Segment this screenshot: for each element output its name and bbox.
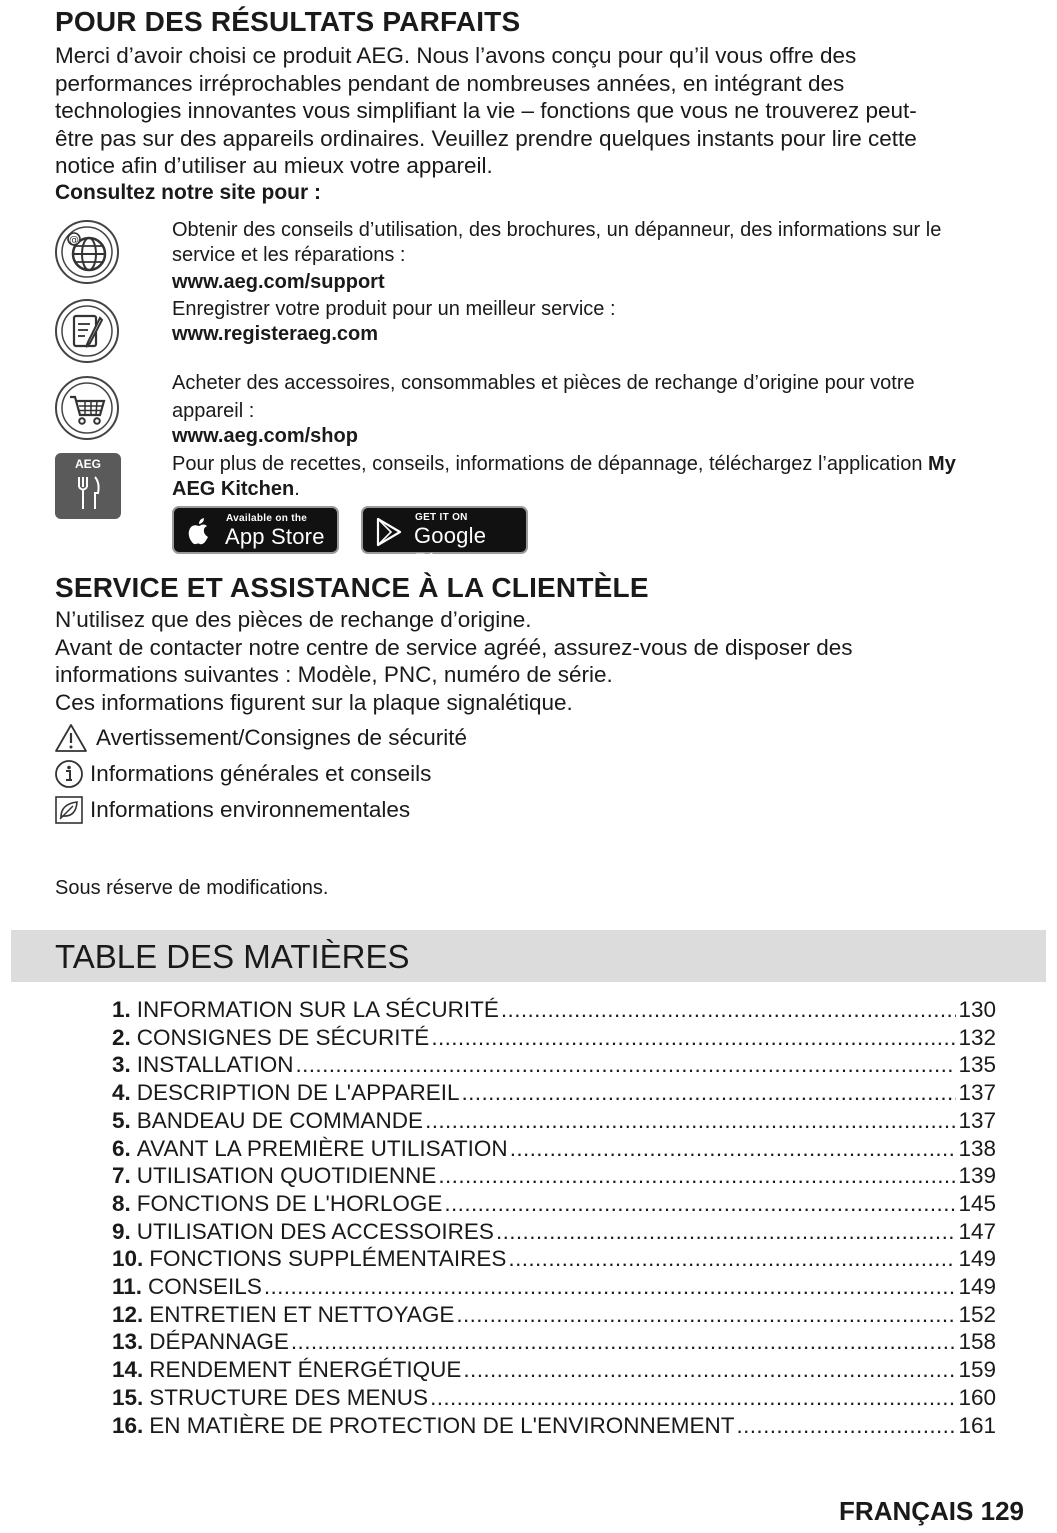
toc-entry-leader	[438, 1163, 956, 1189]
toc-entry-leader	[736, 1413, 956, 1439]
google-play-icon	[375, 517, 403, 547]
legend-info	[54, 759, 431, 789]
info-circle-icon	[54, 759, 84, 789]
toc-entry[interactable]	[112, 1080, 996, 1108]
toc-entry-page: 149	[958, 1246, 996, 1272]
toc-entry-leader	[425, 1108, 956, 1134]
toc-entry-page: 145	[958, 1190, 996, 1216]
intro-line: notice afin d’utiliser au mieux votre appareil.	[55, 153, 493, 178]
svg-text:@: @	[69, 235, 79, 246]
toc-entry[interactable]	[112, 1219, 996, 1247]
consult-heading: Consultez notre site pour :	[55, 181, 322, 204]
toc-entry-label: UTILISATION DES ACCESSOIRES	[136, 1218, 494, 1244]
aeg-kitchen-app-icon	[55, 453, 121, 519]
toc-entry-number: 5.	[112, 1107, 131, 1133]
app-text-end: .	[294, 478, 300, 500]
toc-entry-number: 10.	[112, 1246, 144, 1272]
toc-entry-page: 130	[958, 997, 996, 1022]
toc-entry-number: 16.	[112, 1412, 144, 1438]
support-line: Obtenir des conseils d’utilisation, des brochures, un dépanneur, des informations sur le	[172, 219, 942, 241]
toc-entry[interactable]	[112, 1136, 996, 1164]
toc-entry-label: EN MATIÈRE DE PROTECTION DE L'ENVIRONNEMENT	[149, 1412, 735, 1438]
app-name-part1: My	[928, 453, 956, 475]
toc-entry-number: 1.	[112, 997, 131, 1022]
shop-block	[172, 371, 1042, 449]
intro-line: Merci d’avoir choisi ce produit AEG. Nous l’avons conçu pour qu’il vous offre des	[55, 43, 857, 68]
notice-text: Sous réserve de modifications.	[55, 877, 329, 899]
legend-label: Informations générales et conseils	[90, 761, 432, 786]
legend-label: Avertissement/Consignes de sécurité	[96, 725, 468, 750]
register-link[interactable]: www.registeraeg.com	[172, 323, 378, 345]
google-play-main: Google Play	[414, 523, 487, 574]
toc-entry[interactable]	[112, 1413, 996, 1441]
legend-warning	[54, 723, 467, 753]
toc-header-band	[11, 930, 1046, 982]
service-line: Ces informations figurent sur la plaque signalétique.	[55, 689, 573, 715]
toc-entry-number: 13.	[112, 1329, 144, 1355]
toc-entry-page: 158	[958, 1329, 996, 1355]
toc-entry-page: 159	[958, 1357, 996, 1383]
toc-entry-page: 135	[958, 1052, 996, 1078]
intro-paragraph	[55, 42, 1035, 180]
app-store-main: App Store	[225, 524, 325, 549]
aeg-tile-label: AEG	[74, 457, 101, 471]
toc-entry-leader	[508, 1246, 956, 1272]
toc-entry-leader	[510, 1136, 957, 1162]
intro-line: technologies innovantes vous simplifiant la vie – fonctions que vous ne trouverez peut-	[55, 98, 917, 123]
toc-entry-label: CONSEILS	[148, 1274, 262, 1299]
service-line: N’utilisez que des pièces de rechange d’origine.	[55, 607, 532, 632]
toc-entry-leader	[431, 1025, 956, 1051]
toc-entry-page: 132	[958, 1024, 996, 1050]
toc-entry-leader	[496, 1219, 957, 1245]
leaf-icon	[54, 795, 84, 825]
toc-entry-page: 161	[958, 1412, 996, 1438]
toc-entry[interactable]	[112, 1274, 996, 1302]
intro-line: être pas sur des appareils ordinaires. Veuillez prendre quelques instants pour lire cette	[55, 125, 917, 151]
support-line: service et les réparations :	[172, 244, 406, 266]
toc-entry[interactable]	[112, 1108, 996, 1136]
toc-entry-leader	[444, 1191, 956, 1217]
app-text: Pour plus de recettes, conseils, informations de dépannage, téléchargez l’application	[172, 453, 923, 475]
toc-entry[interactable]	[112, 997, 996, 1025]
warning-triangle-icon	[54, 723, 88, 753]
service-line: informations suivantes : Modèle, PNC, numéro de série.	[55, 662, 613, 687]
app-block	[172, 452, 1047, 502]
google-play-top: GET IT ON	[415, 512, 468, 523]
toc-entry-page: 160	[958, 1384, 996, 1410]
toc-entry-page: 139	[958, 1163, 996, 1189]
toc-entry[interactable]	[112, 1163, 996, 1191]
toc-entry-number: 6.	[112, 1135, 131, 1161]
apple-icon	[186, 516, 212, 546]
toc-entry-label: INSTALLATION	[136, 1052, 294, 1078]
toc-entry-page: 137	[958, 1080, 996, 1106]
toc-entry[interactable]	[112, 1329, 996, 1357]
section-title-results: POUR DES RÉSULTATS PARFAITS	[55, 6, 521, 37]
toc-entry-leader	[463, 1357, 956, 1383]
toc-entry-label: AVANT LA PREMIÈRE UTILISATION	[136, 1135, 508, 1161]
toc-entry-page: 147	[958, 1218, 996, 1244]
toc-entry-page: 137	[958, 1107, 996, 1133]
toc-entry-label: DÉPANNAGE	[149, 1329, 289, 1355]
shop-link[interactable]: www.aeg.com/shop	[172, 425, 358, 447]
toc-entry-number: 4.	[112, 1080, 131, 1106]
toc-entry-label: FONCTIONS DE L'HORLOGE	[136, 1190, 443, 1216]
toc-entry-number: 9.	[112, 1218, 131, 1244]
toc-entry-number: 2.	[112, 1024, 131, 1050]
support-link[interactable]: www.aeg.com/support	[172, 271, 385, 293]
toc-entry-page: 138	[958, 1135, 996, 1161]
support-block	[172, 218, 1042, 347]
toc-entry-number: 7.	[112, 1163, 131, 1189]
shopping-cart-icon	[54, 375, 120, 441]
service-line: Avant de contacter notre centre de service agréé, assurez-vous de disposer des	[55, 634, 853, 660]
globe-icon	[54, 219, 120, 285]
toc-entry-label: INFORMATION SUR LA SÉCURITÉ	[136, 997, 499, 1022]
toc-entry-leader	[291, 1329, 957, 1355]
section-title-service: SERVICE ET ASSISTANCE À LA CLIENTÈLE	[55, 572, 649, 603]
register-text: Enregistrer votre produit pour un meilleur service :	[172, 298, 616, 320]
page-footer	[839, 1496, 1024, 1527]
app-store-top: Available on the	[226, 513, 308, 524]
toc-entry-number: 14.	[112, 1357, 144, 1383]
toc-entry-label: DESCRIPTION DE L'APPAREIL	[136, 1080, 460, 1106]
toc-entry-label: ENTRETIEN ET NETTOYAGE	[149, 1301, 455, 1327]
app-store-badge[interactable]	[172, 506, 339, 554]
toc-entry-number: 15.	[112, 1384, 144, 1410]
intro-line: performances irréprochables pendant de nombreuses années, en intégrant des	[55, 70, 845, 96]
toc-entry[interactable]	[112, 1385, 996, 1413]
toc-entry-label: STRUCTURE DES MENUS	[149, 1384, 429, 1410]
app-name-part2: AEG Kitchen	[172, 478, 295, 500]
toc-entry-page: 149	[958, 1274, 996, 1299]
legend-environment	[54, 795, 410, 825]
shop-line: Acheter des accessoires, consommables et pièces de rechange d’origine pour votre	[172, 372, 915, 394]
toc-entry-leader	[501, 997, 957, 1023]
toc-entry-number: 8.	[112, 1190, 131, 1216]
fork-knife-icon	[73, 475, 103, 511]
toc-entry[interactable]	[112, 1025, 996, 1053]
toc-entry-label: FONCTIONS SUPPLÉMENTAIRES	[149, 1246, 507, 1272]
toc-entry-label: RENDEMENT ÉNERGÉTIQUE	[149, 1357, 462, 1383]
legend-label: Informations environnementales	[90, 797, 411, 822]
toc-entry-number: 3.	[112, 1052, 131, 1078]
notepad-pencil-icon	[54, 298, 120, 364]
toc-entry[interactable]	[112, 1357, 996, 1385]
toc-entry-page: 152	[958, 1301, 996, 1327]
footer-language: FRANÇAIS	[839, 1496, 974, 1526]
toc-entry-number: 11.	[112, 1274, 143, 1299]
service-paragraph	[55, 606, 1035, 716]
toc-entry[interactable]	[112, 1191, 996, 1219]
google-play-badge[interactable]	[361, 506, 528, 574]
toc-entry-leader	[264, 1274, 957, 1300]
footer-page-number: 129	[980, 1496, 1024, 1526]
toc-entry-label: BANDEAU DE COMMANDE	[136, 1107, 424, 1133]
toc-entry-leader	[430, 1385, 956, 1411]
toc-entry-label: UTILISATION QUOTIDIENNE	[136, 1163, 437, 1189]
toc-entry-leader	[461, 1080, 956, 1106]
toc-entry[interactable]	[112, 1302, 996, 1330]
toc-entry-leader	[295, 1052, 956, 1078]
toc-entry-leader	[456, 1302, 956, 1328]
toc-entry-label: CONSIGNES DE SÉCURITÉ	[136, 1024, 430, 1050]
toc-entry[interactable]	[112, 1052, 996, 1080]
shop-line: appareil :	[172, 400, 255, 422]
toc-entry-number: 12.	[112, 1301, 144, 1327]
toc-title: TABLE DES MATIÈRES	[55, 938, 410, 975]
toc-entry[interactable]	[112, 1246, 996, 1274]
